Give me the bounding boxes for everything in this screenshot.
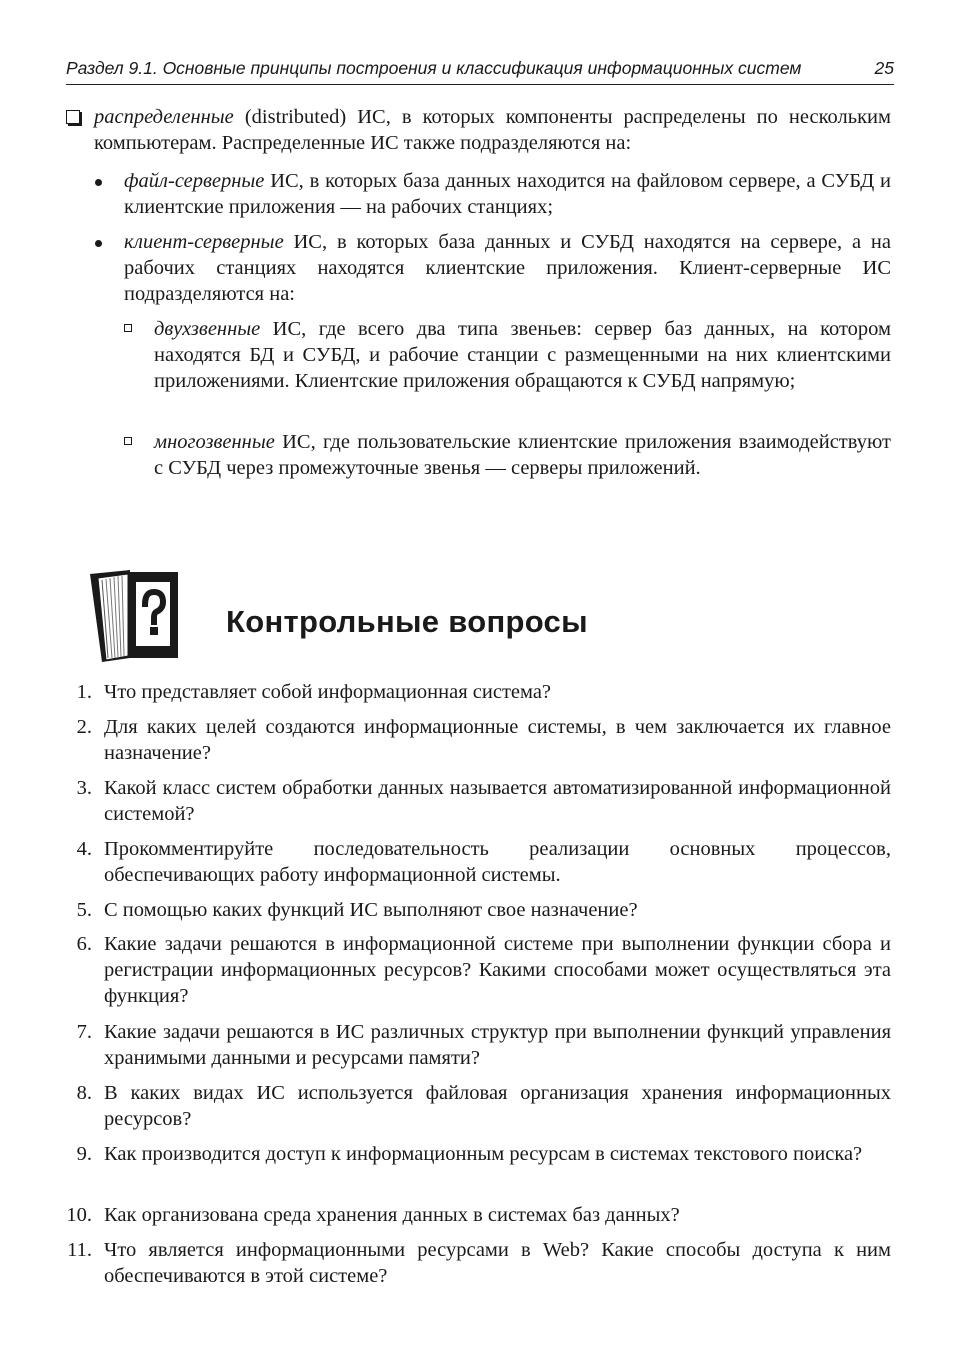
term-multi-tier: многозвенные <box>154 431 275 453</box>
question-number: 11. <box>67 1239 92 1261</box>
question-text: Что является информационными ресурсами в Web? Какие способы доступа к ним обеспечиваются в этой системе? <box>104 1239 891 1287</box>
list-item-file-server <box>124 168 891 220</box>
question-text: Прокомментируйте последовательность реализации основных процессов, обеспечивающих работу информационной системы. <box>104 838 891 886</box>
section-title: Контрольные вопросы <box>226 604 588 639</box>
question-number: 10. <box>66 1204 92 1226</box>
square-bullet-icon <box>124 437 132 445</box>
checkbox-bullet-icon <box>66 110 80 124</box>
text-multi-tier: ИС, где пользовательские клиентские приложения взаимодействуют с СУБД через промежуточные звенья — серверы приложений. <box>154 431 891 479</box>
list-item-multi-tier <box>154 429 891 481</box>
list-item-client-server <box>124 229 891 307</box>
term-distributed: распределенные <box>94 106 234 128</box>
text-distributed: (distributed) ИС, в которых компоненты распределены по нескольким компьютерам. Распределенные ИС также подразделяются на: <box>94 106 891 154</box>
question-number: 1. <box>76 681 92 703</box>
question-number: 7. <box>76 1021 92 1043</box>
term-file-server: файл-серверные <box>124 170 265 192</box>
page-number: 25 <box>874 58 894 78</box>
question-text: С помощью каких функций ИС выполняют свое назначение? <box>104 899 638 921</box>
book-question-icon <box>88 570 180 662</box>
list-item-distributed <box>94 104 891 156</box>
question-text: Какие задачи решаются в информационной системе при выполнении функции сбора и регистрации информационных ресурсов? Какими способами может осуществляться эта функция? <box>104 933 891 1007</box>
question-number: 5. <box>76 899 92 921</box>
text-client-server: ИС, в которых база данных и СУБД находятся на сервере, а на рабочих станциях находятся клиентские приложения. Клиент-серверные ИС подразделяются на: <box>124 231 891 305</box>
bullet-icon <box>95 179 102 186</box>
running-header <box>66 58 894 85</box>
question-number: 2. <box>76 716 92 738</box>
term-client-server: клиент-серверные <box>124 231 284 253</box>
question-text: Для каких целей создаются информационные системы, в чем заключается их главное назначение? <box>104 716 891 764</box>
question-text: В каких видах ИС используется файловая организация хранения информационных ресурсов? <box>104 1082 891 1130</box>
question-text: Какие задачи решаются в ИС различных структур при выполнении функций управления хранимыми данными и ресурсами памяти? <box>104 1021 891 1069</box>
list-item-two-tier <box>154 316 891 394</box>
question-number: 4. <box>76 838 92 860</box>
question-number: 6. <box>76 933 92 955</box>
question-text: Что представляет собой информационная система? <box>104 681 552 703</box>
header-title: Раздел 9.1. Основные принципы построения и классификация информационных систем <box>66 58 802 78</box>
text-two-tier: ИС, где всего два типа звеньев: сервер баз данных, на котором находятся БД и СУБД, и рабочие станции с размещенными на них клиентскими приложениями. Клиентские приложения обращаются к СУБД напрямую; <box>154 318 891 392</box>
question-number: 9. <box>76 1143 92 1165</box>
question-number: 3. <box>76 777 92 799</box>
bullet-icon <box>95 240 102 247</box>
question-number: 8. <box>76 1082 92 1104</box>
text-file-server: ИС, в которых база данных находится на файловом сервере, а СУБД и клиентские приложения — на рабочих станциях; <box>124 170 891 218</box>
square-bullet-icon <box>124 324 132 332</box>
question-text: Как организована среда хранения данных в системах баз данных? <box>104 1204 680 1226</box>
question-text: Как производится доступ к информационным ресурсам в системах текстового поиска? <box>104 1143 863 1165</box>
term-two-tier: двухзвенные <box>154 318 261 340</box>
question-text: Какой класс систем обработки данных называется автоматизированной информационной системой? <box>104 777 891 825</box>
